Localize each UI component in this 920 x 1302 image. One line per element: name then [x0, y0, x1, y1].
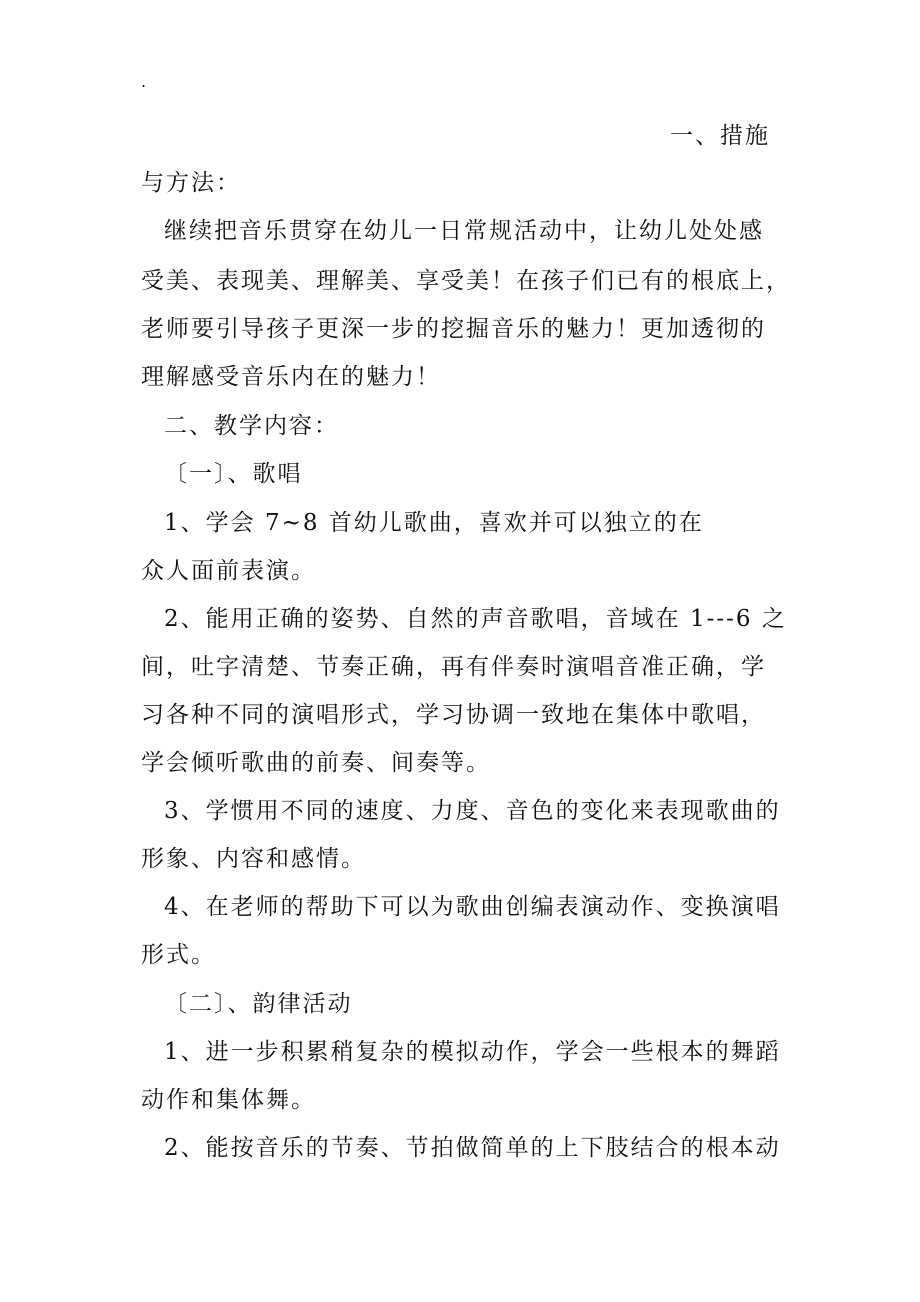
page-marker: . [141, 72, 147, 91]
list-item-line: 2、能用正确的姿势、自然的声音歌唱，音域在 1---6 之 [164, 606, 787, 632]
list-item-line: 3、学惯用不同的速度、力度、音色的变化来表现歌曲的 [164, 798, 781, 824]
list-item-line: 间，吐字清楚、节奏正确，再有伴奏时演唱音准正确，学 [141, 654, 766, 680]
paragraph-line: 受美、表现美、理解美、享受美！在孩子们已有的根底上， [141, 268, 791, 294]
paragraph-line: 理解感受音乐内在的魅力！ [141, 364, 441, 390]
heading-teaching-content: 二、教学内容： [164, 413, 339, 439]
list-item-line: 动作和集体舞。 [141, 1087, 316, 1113]
list-item-line: 形式。 [141, 942, 216, 968]
list-item-line: 形象、内容和感情。 [141, 846, 366, 872]
list-item-line: 习各种不同的演唱形式，学习协调一致地在集体中歌唱， [141, 702, 766, 728]
list-item-line: 众人面前表演。 [141, 558, 316, 584]
paragraph-line: 继续把音乐贯穿在幼儿一日常规活动中，让幼儿处处感 [164, 218, 764, 244]
list-item-line: 1、学会 7~8 首幼儿歌曲，喜欢并可以独立的在 [164, 510, 704, 536]
paragraph-line: 老师要引导孩子更深一步的挖掘音乐的魅力！更加透彻的 [141, 316, 766, 342]
list-item-line: 4、在老师的帮助下可以为歌曲创编表演动作、变换演唱 [164, 894, 781, 920]
subheading-rhythm: 〔二〕、韵律活动 [164, 991, 353, 1017]
list-item-line: 学会倾听歌曲的前奏、间奏等。 [141, 750, 491, 776]
heading-measures-cont: 与方法： [141, 170, 241, 196]
subheading-singing: 〔一〕、歌唱 [164, 461, 303, 487]
list-item-line: 1、进一步积累稍复杂的模拟动作，学会一些根本的舞蹈 [164, 1039, 781, 1065]
list-item-line: 2、能按音乐的节奏、节拍做简单的上下肢结合的根本动 [164, 1135, 781, 1161]
heading-measures: 一、措施 [670, 123, 770, 149]
